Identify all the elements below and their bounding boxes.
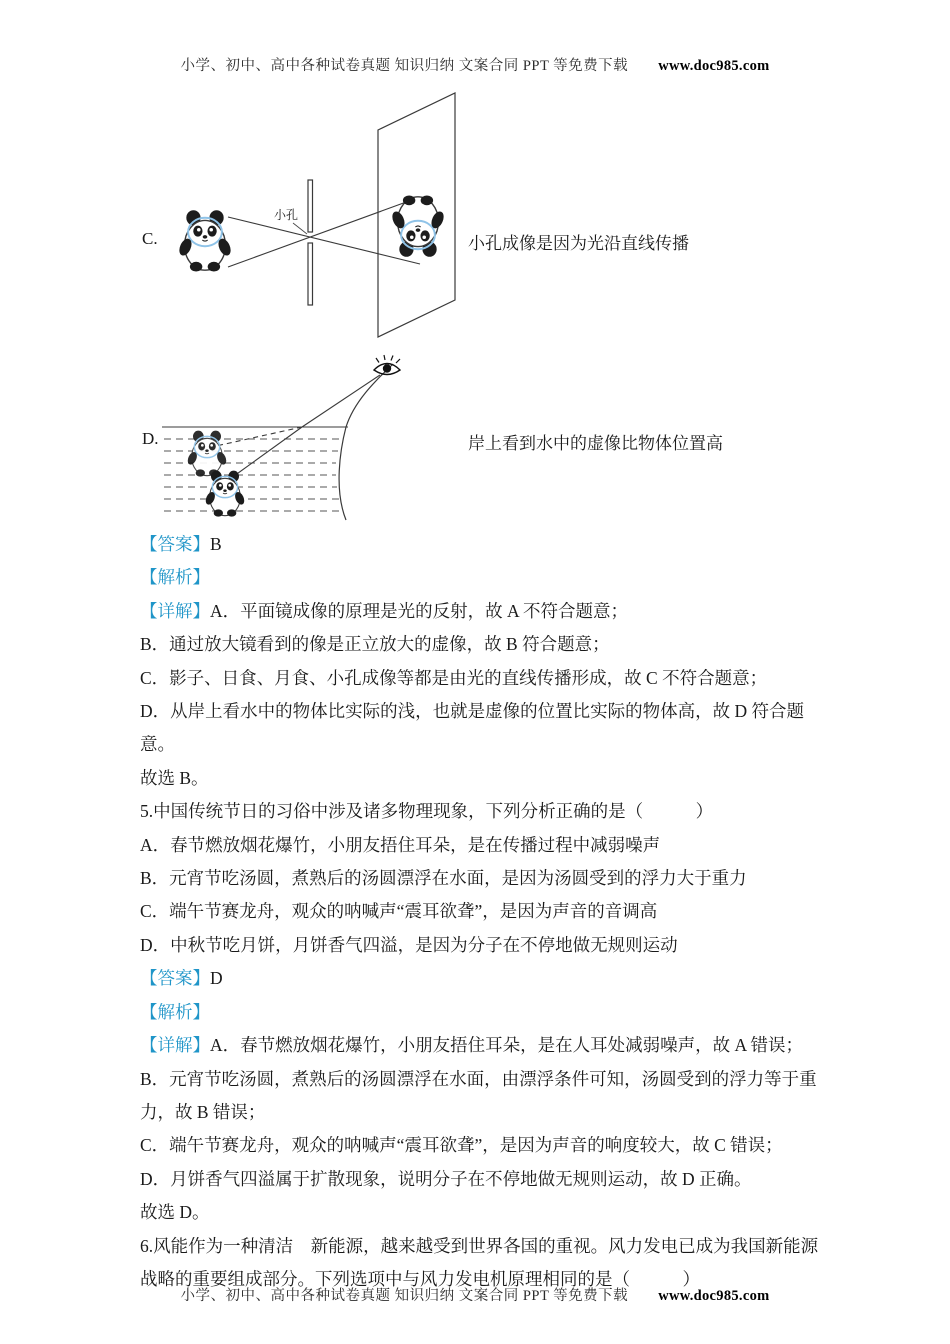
line-text: B．元宵节吃汤圆，煮熟后的汤圆漂浮在水面，是因为汤圆受到的浮力大于重力 [140, 868, 747, 889]
page-header [0, 54, 950, 75]
text-line [140, 595, 822, 628]
line-text: B [210, 534, 222, 554]
refracted-ray-water [234, 427, 302, 476]
answer-tag: 【答案】 [140, 534, 210, 554]
answer-tag: 【详解】 [140, 600, 210, 621]
text-line [140, 795, 822, 828]
text-line [140, 862, 822, 895]
pinhole-imaging-diagram [150, 85, 470, 355]
line-text: 6.风能作为一种清洁 新能源，越来越受到世界各国的重视。风力发电已成为我国新能源 [140, 1235, 819, 1256]
answer-tag: 【解析】 [140, 567, 210, 588]
line-text: A．平面镜成像的原理是光的反射，故 A 不符合题意； [210, 600, 629, 621]
text-line [140, 996, 822, 1029]
line-text: B．通过放大镜看到的像是正立放大的虚像，故 B 符合题意； [140, 634, 610, 655]
eye-icon [374, 355, 400, 375]
line-text: 战略的重要组成部分。下列选项中与风力发电机原理相同的是（ ） [140, 1268, 700, 1289]
panda-virtual-image [186, 431, 228, 477]
text-line [140, 1096, 822, 1129]
line-text: D．中秋节吃月饼，月饼香气四溢，是因为分子在不停地做无规则运动 [140, 934, 678, 955]
text-line [140, 528, 822, 561]
line-text: 力，故 B 错误； [140, 1101, 266, 1122]
line-text: D．月饼香气四溢属于扩散现象，说明分子在不停地做无规则运动，故 D 正确。 [140, 1168, 752, 1189]
pinhole-label: 小孔 [273, 208, 299, 222]
line-text: D．从岸上看水中的物体比实际的浅，也就是虚像的位置比实际的物体高，故 D 符合题意。 [140, 701, 805, 755]
text-line [140, 829, 822, 862]
line-text: C．端午节赛龙舟，观众的呐喊声“震耳欲聋”，是因为声音的响度较大，故 C 错误； [140, 1135, 783, 1156]
panda-real-object [204, 471, 246, 517]
text-line [140, 895, 822, 928]
footer-site-link[interactable]: www.doc985.com [658, 1288, 770, 1304]
text-line [140, 628, 822, 661]
line-text: 5.中国传统节日的习俗中涉及诸多物理现象，下列分析正确的是（ ） [140, 801, 714, 822]
text-line [140, 962, 822, 995]
line-text: C．影子、日食、月食、小孔成像等都是由光的直线传播形成，故 C 不符合题意； [140, 667, 768, 688]
text-line [140, 561, 822, 594]
text-line [140, 695, 822, 762]
line-text: A．春节燃放烟花爆竹，小朋友捂住耳朵，是在传播过程中减弱噪声 [140, 834, 661, 855]
text-line [140, 929, 822, 962]
text-line [140, 1196, 822, 1229]
answer-tag: 【详解】 [140, 1035, 210, 1056]
option-d-caption: 岸上看到水中的虚像比物体位置高 [468, 434, 723, 453]
text-line [140, 1029, 822, 1062]
text-line [140, 1163, 822, 1196]
panda-object [177, 210, 233, 271]
line-text: 故选 D。 [140, 1202, 210, 1223]
page-footer [0, 1284, 950, 1305]
refraction-diagram [150, 350, 480, 530]
line-text: B．元宵节吃汤圆，煮熟后的汤圆漂浮在水面，由漂浮条件可知，汤圆受到的浮力等于重 [140, 1068, 817, 1089]
option-d-label: D. [142, 429, 159, 448]
text-line [140, 662, 822, 695]
water-hatching [164, 439, 342, 511]
option-c-label: C. [142, 229, 158, 248]
line-text: C．端午节赛龙舟，观众的呐喊声“震耳欲聋”，是因为声音的音调高 [140, 901, 658, 922]
text-line [140, 762, 822, 795]
line-text: D [210, 968, 223, 989]
answer-lines [140, 528, 822, 1296]
header-promo-text: 小学、初中、高中各种试卷真题 知识归纳 文案合同 PPT 等免费下载 [180, 58, 629, 74]
sight-line-air [302, 375, 380, 427]
footer-promo-text: 小学、初中、高中各种试卷真题 知识归纳 文案合同 PPT 等免费下载 [180, 1288, 629, 1304]
line-text: 故选 B。 [140, 767, 209, 788]
option-c-caption: 小孔成像是因为光沿直线传播 [468, 234, 689, 253]
pinhole-barrier [308, 180, 313, 305]
text-line [140, 1063, 822, 1096]
text-line [140, 1230, 822, 1263]
line-text: A．春节燃放烟花爆竹，小朋友捂住耳朵，是在人耳处减弱噪声，故 A 错误； [210, 1035, 804, 1056]
answer-tag: 【解析】 [140, 1001, 210, 1022]
text-line [140, 1129, 822, 1162]
answer-tag: 【答案】 [140, 968, 210, 989]
river-bank-curve [339, 364, 393, 520]
pinhole-pointer-line [293, 223, 307, 234]
header-site-link[interactable]: www.doc985.com [658, 58, 770, 74]
